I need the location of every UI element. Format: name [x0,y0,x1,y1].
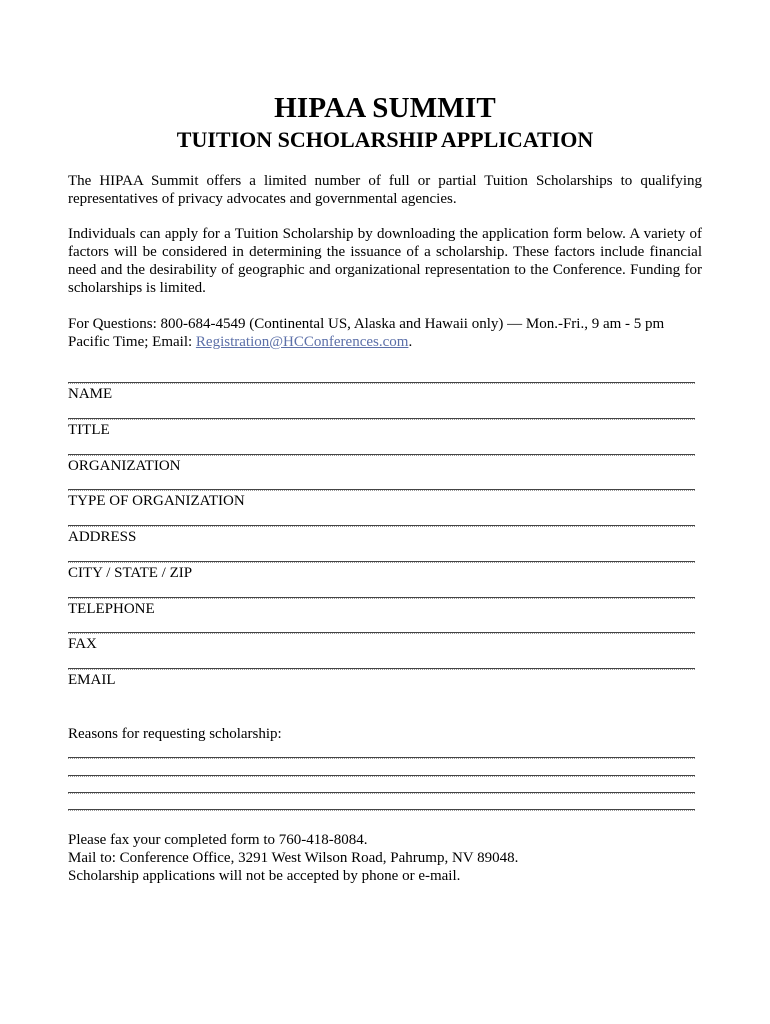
field-label-fax: FAX [68,636,97,652]
field-label-name: NAME [68,386,113,402]
telephone-input-line[interactable] [68,597,695,599]
field-label-email: EMAIL [68,672,116,688]
page-title: HIPAA SUMMIT [274,92,496,124]
fax-input-line[interactable] [68,632,695,634]
field-label-address: ADDRESS [68,529,137,545]
city-state-zip-input-line[interactable] [68,561,695,563]
name-input-line[interactable] [68,382,695,384]
field-label-organization: ORGANIZATION [68,458,181,474]
organization-input-line[interactable] [68,454,695,456]
reasons-label: Reasons for requesting scholarship: [68,726,282,742]
registration-email-link[interactable]: Registration@HCConferences.com [195,334,409,350]
email-input-line[interactable] [68,668,695,670]
address-input-line[interactable] [68,525,695,527]
mail-instructions: Mail to: Conference Office, 3291 West Wilson Road, Pahrump, NV 89048. [68,850,519,866]
submission-notice: Scholarship applications will not be accepted by phone or e-mail. [68,868,461,884]
field-label-city-state-zip: CITY / STATE / ZIP [68,565,193,581]
reasons-line[interactable] [68,775,695,777]
page-subtitle: TUITION SCHOLARSHIP APPLICATION [176,127,594,152]
field-label-title: TITLE [68,422,110,438]
intro-paragraph-1: The HIPAA Summit offers a limited number of full or partial Tuition Scholarships to qualifying representatives of privacy advocates and governmental agencies. [68,173,702,207]
reasons-line[interactable] [68,757,695,759]
contact-text: For Questions: 800-684-4549 (Continental US, Alaska and Hawaii only) — Mon.-Fri., 9 am - 5 pm Pacific Time; Email: [68,316,665,350]
contact-paragraph [68,315,708,351]
field-label-organization-type: TYPE OF ORGANIZATION [68,493,245,509]
intro-paragraph-2: Individuals can apply for a Tuition Scholarship by downloading the application form below. A variety of factors will be considered in determining the issuance of a scholarship. These factors include financial need and the desirability of geographic and organizational representation to the Conference. Funding for scholarships is limited. [68,226,702,296]
field-label-telephone: TELEPHONE [68,601,155,617]
title-input-line[interactable] [68,418,695,420]
contact-text-end: . [408,334,413,350]
reasons-line[interactable] [68,809,695,811]
fax-instructions: Please fax your completed form to 760-418-8084. [68,832,368,848]
organization-type-input-line[interactable] [68,489,695,491]
reasons-line[interactable] [68,792,695,794]
